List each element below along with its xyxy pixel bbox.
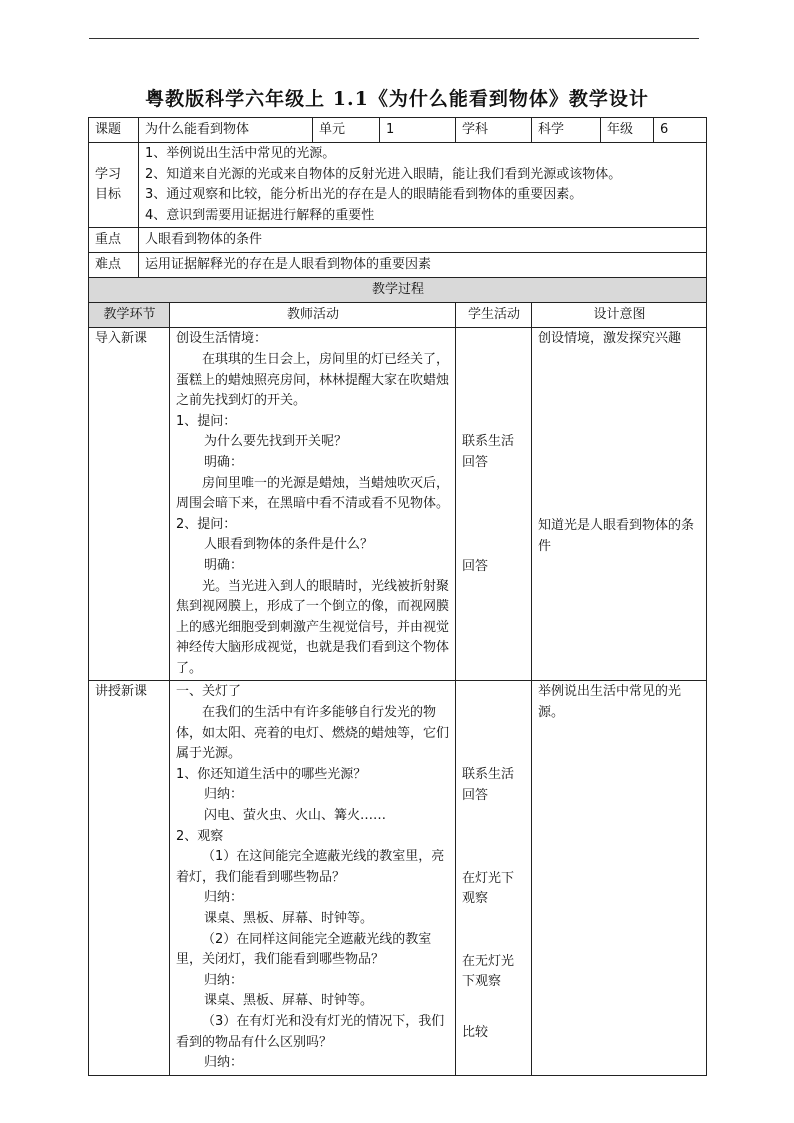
- goal-item: 2、知道来自光源的光或来自物体的反射光进入眼睛，能让我们看到光源或该物体。: [145, 166, 622, 182]
- teacher-line: 课桌、黑板、屏幕、时钟等。: [204, 993, 374, 1009]
- teacher-line: （1）在这间能完全遮蔽光线的教室里，亮着灯，我们能看到哪些物品？: [176, 849, 445, 885]
- teacher-line: 创设生活情境：: [176, 331, 268, 347]
- key-point-text: 人眼看到物体的条件: [139, 228, 707, 253]
- section-teach-stage: 讲授新课: [89, 681, 170, 1075]
- key-point-row: [89, 228, 707, 253]
- teacher-line: 人眼看到物体的条件是什么？: [204, 537, 374, 553]
- teacher-line: 1、提问：: [176, 413, 237, 429]
- student-line: 回答: [462, 558, 489, 574]
- process-title-row: [89, 278, 707, 303]
- design-line: 创设情境，激发探究兴趣: [538, 331, 682, 347]
- goals-content: [139, 143, 707, 228]
- goals-label: [89, 143, 139, 228]
- goals-label-1: 学习: [95, 166, 122, 182]
- section-intro-row: [89, 328, 707, 681]
- section-intro-teacher: [170, 328, 456, 681]
- section-intro-stage: 导入新课: [89, 328, 170, 681]
- goal-item: 1、举例说出生活中常见的光源。: [145, 146, 336, 161]
- teacher-line: （3）在有灯光和没有灯光的情况下，我们看到的物品有什么区别吗？: [176, 1013, 445, 1050]
- subject-label: 学科: [456, 118, 532, 143]
- grade-label: 年级: [601, 118, 654, 143]
- goal-item: 4、意识到需要用证据进行解释的重要性: [145, 207, 375, 223]
- col-stage: 教学环节: [89, 303, 170, 328]
- goal-item: 3、通过观察和比较，能分析出光的存在是人的眼睛能看到物体的重要因素。: [145, 187, 583, 203]
- header-rule: [89, 38, 699, 39]
- unit-value: 1: [380, 118, 456, 143]
- difficulty-label: 难点: [89, 253, 139, 278]
- teacher-line: 归纳：: [204, 1055, 244, 1071]
- teacher-line: 2、观察: [176, 828, 224, 844]
- teacher-line: 1、你还知道生活中的哪些光源？: [176, 766, 367, 782]
- student-line: 在无灯光下观察: [462, 953, 515, 990]
- section-teach-design: 举例说出生活中常见的光源。: [532, 681, 707, 1075]
- col-teacher: 教师活动: [170, 303, 456, 328]
- student-line: 比较: [462, 1025, 489, 1041]
- teacher-line: 为什么要先找到开关呢？: [204, 434, 348, 450]
- subject-value: 科学: [532, 118, 601, 143]
- design-line: 知道光是人眼看到物体的条件: [538, 517, 695, 554]
- grade-value: 6: [654, 118, 707, 143]
- teacher-line: 归纳：: [204, 787, 244, 803]
- difficulty-text: 运用证据解释光的存在是人眼看到物体的重要因素: [139, 253, 707, 278]
- teacher-line: 一、关灯了: [176, 684, 242, 700]
- goals-row: [89, 143, 707, 228]
- section-teach-student: [456, 681, 532, 1075]
- teacher-line: 2、提问：: [176, 516, 237, 532]
- teacher-line: 房间里唯一的光源是蜡烛，当蜡烛吹灭后，周围会暗下来，在黑暗中看不清或看不见物体。: [176, 475, 450, 512]
- section-teach-row: [89, 681, 707, 1075]
- teacher-line: （2）在同样这间能完全遮蔽光线的教室里，关闭灯，我们能看到哪些物品？: [176, 931, 432, 968]
- course-label: 课题: [89, 118, 139, 143]
- section-teach-teacher: [170, 681, 456, 1075]
- teacher-line: 明确：: [204, 454, 244, 470]
- goals-label-2: 目标: [95, 187, 122, 203]
- teacher-line: 归纳：: [204, 972, 244, 988]
- teacher-line: 课桌、黑板、屏幕、时钟等。: [204, 911, 374, 926]
- student-line: 联系生活回答: [462, 434, 515, 470]
- teacher-line: 闪电、萤火虫、火山、篝火……: [204, 808, 387, 824]
- key-point-label: 重点: [89, 228, 139, 253]
- student-line: 联系生活回答: [462, 767, 515, 804]
- difficulty-row: [89, 253, 707, 278]
- lesson-plan-table-wrapper: [88, 117, 706, 1076]
- col-design: 设计意图: [532, 303, 707, 328]
- course-value: 为什么能看到物体: [139, 118, 313, 143]
- col-student: 学生活动: [456, 303, 532, 328]
- page-title: 粤教版科学六年级上 1.1《为什么能看到物体》教学设计: [145, 88, 649, 110]
- teacher-line: 光。当光进入到人的眼睛时，光线被折射聚焦到视网膜上，形成了一个倒立的像，而视网膜上的感光细胞受到刺激产生视觉信号，并由视觉神经传大脑形成视觉，也就是我们看到这个物体了。: [176, 578, 450, 676]
- section-intro-student: [456, 328, 532, 681]
- teacher-line: 在我们的生活中有许多能够自行发光的物体，如太阳、亮着的电灯、燃烧的蜡烛等，它们属于光源。: [176, 705, 450, 762]
- section-intro-design: [532, 328, 707, 681]
- info-row: [89, 118, 707, 143]
- teacher-line: 归纳：: [204, 890, 244, 906]
- lesson-plan-table: [88, 117, 707, 1076]
- column-header-row: [89, 303, 707, 328]
- unit-label: 单元: [313, 118, 380, 143]
- teacher-line: 在琪琪的生日会上，房间里的灯已经关了，蛋糕上的蜡烛照亮房间，林林提醒大家在吹蜡烛之前先找到灯的开关。: [176, 351, 450, 409]
- teacher-line: 明确：: [204, 557, 244, 573]
- student-line: 在灯光下观察: [462, 870, 515, 907]
- process-title: 教学过程: [89, 278, 707, 303]
